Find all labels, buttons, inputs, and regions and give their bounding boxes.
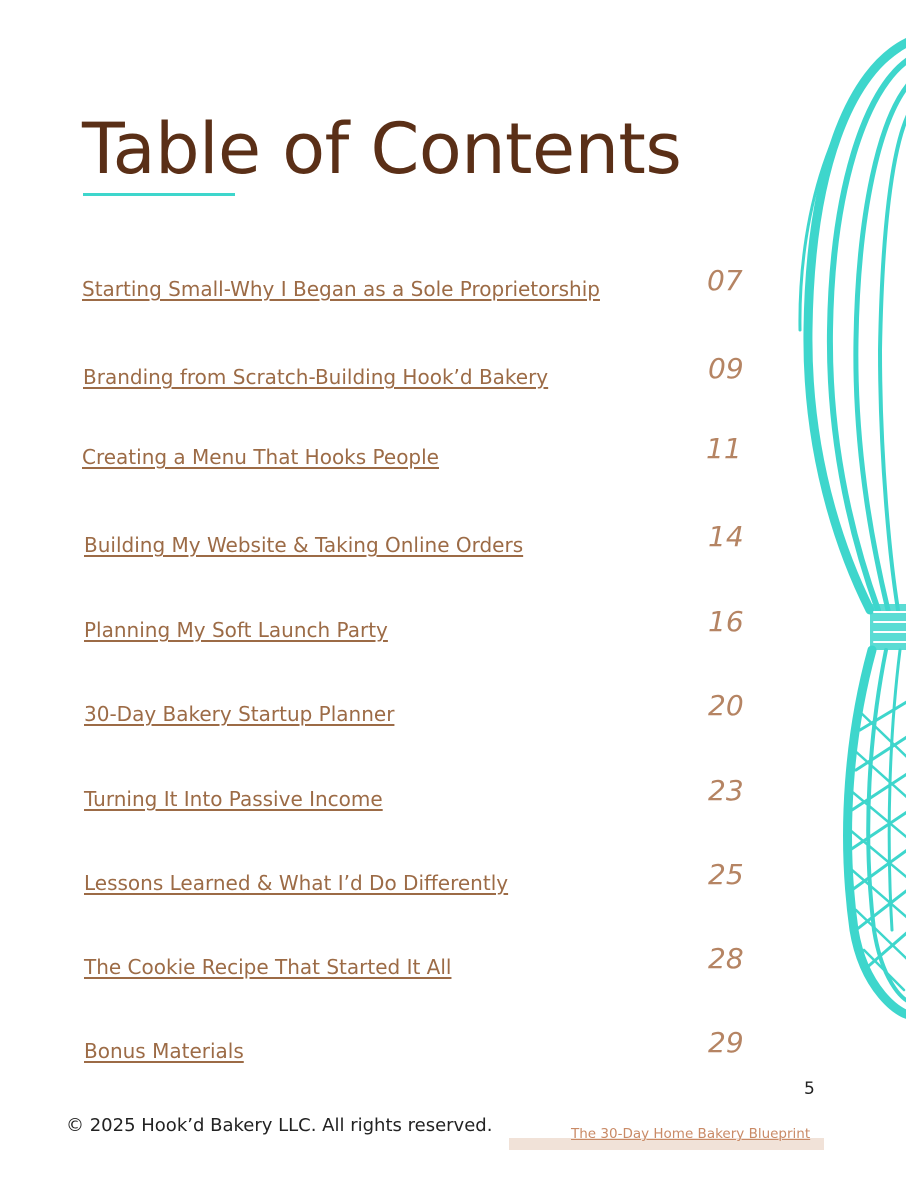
toc-entry-title[interactable]: Starting Small-Why I Began as a Sole Proprietorship — [82, 277, 600, 301]
toc-entry-title[interactable]: Bonus Materials — [84, 1039, 244, 1063]
toc-entry-page: 16 — [708, 605, 744, 638]
toc-entry-title[interactable]: The Cookie Recipe That Started It All — [84, 955, 452, 979]
toc-entry-title[interactable]: 30-Day Bakery Startup Planner — [84, 702, 395, 726]
toc-entry-title[interactable]: Lessons Learned & What I’d Do Differently — [84, 871, 509, 895]
toc-entry-page: 09 — [708, 352, 744, 385]
toc-entry-title[interactable]: Planning My Soft Launch Party — [84, 618, 388, 642]
toc-entry-page: 11 — [706, 432, 742, 465]
toc-entry-title[interactable]: Branding from Scratch-Building Hook’d Bakery — [83, 365, 549, 389]
toc-entry[interactable] — [0, 942, 760, 1004]
toc-entry-title[interactable]: Building My Website & Taking Online Orders — [84, 533, 524, 557]
page-title: Table of Contents — [82, 108, 682, 190]
toc-entry[interactable] — [0, 605, 760, 667]
toc-entry-page: 29 — [708, 1026, 744, 1059]
toc-entry[interactable] — [0, 774, 760, 836]
toc-entry-page: 07 — [707, 264, 743, 297]
toc-entry[interactable] — [0, 858, 760, 920]
toc-entry-page: 14 — [708, 520, 744, 553]
toc-entry[interactable] — [0, 432, 760, 494]
whisk-icon — [790, 30, 906, 1020]
footer-book-title-link[interactable]: The 30-Day Home Bakery Blueprint — [571, 1126, 811, 1142]
toc-entry-title[interactable]: Creating a Menu That Hooks People — [82, 445, 439, 469]
toc-entry[interactable] — [0, 520, 760, 582]
copyright-notice: © 2025 Hook’d Bakery LLC. All rights reserved. — [66, 1115, 493, 1136]
toc-entry-title[interactable]: Turning It Into Passive Income — [84, 787, 383, 811]
toc-entry-page: 20 — [708, 689, 744, 722]
toc-entry[interactable] — [0, 689, 760, 751]
toc-entry-page: 25 — [708, 858, 744, 891]
toc-entry[interactable] — [0, 1026, 760, 1088]
title-underline — [83, 193, 235, 196]
toc-entry[interactable] — [0, 264, 760, 326]
toc-entry[interactable] — [0, 352, 760, 414]
page-number: 5 — [804, 1079, 815, 1099]
toc-entry-page: 28 — [708, 942, 744, 975]
toc-entry-page: 23 — [708, 774, 744, 807]
